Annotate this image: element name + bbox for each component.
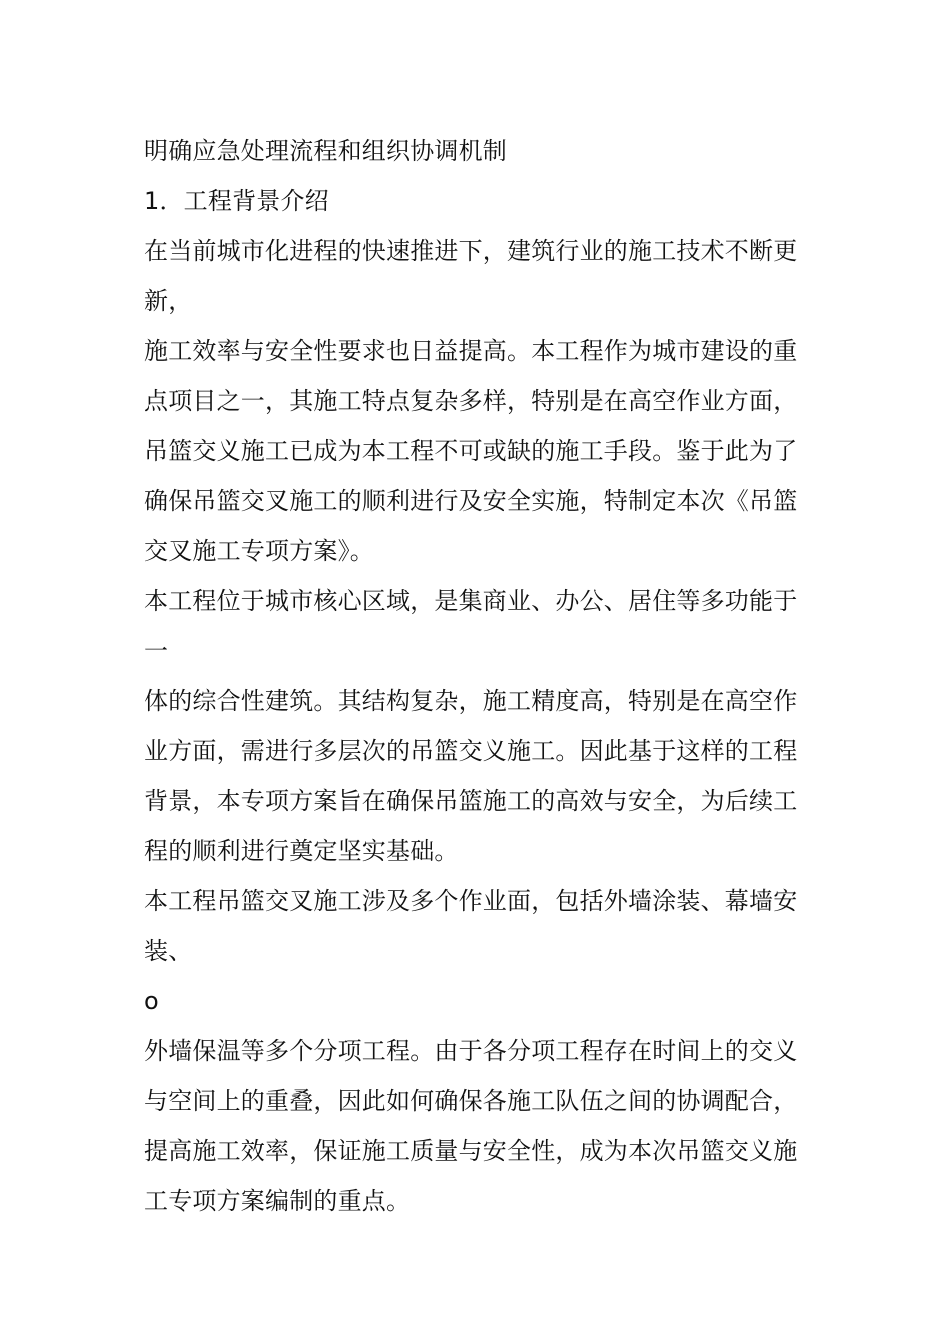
paragraph-line: 提高施工效率，保证施工质量与安全性，成为本次吊篮交义施 xyxy=(144,1137,798,1165)
paragraph-line: 外墙保温等多个分项工程。由于各分项工程存在时间上的交义 xyxy=(144,1037,798,1065)
paragraph-line: 一 xyxy=(144,637,169,665)
paragraph-line: 点项目之一，其施工特点复杂多样，特别是在高空作业方面， xyxy=(144,387,798,415)
paragraph-line: 与空间上的重叠，因此如何确保各施工队伍之间的协调配合， xyxy=(144,1087,798,1115)
paragraph-line: 确保吊篮交叉施工的顺利进行及安全实施，特制定本次《吊篮 xyxy=(144,487,798,515)
paragraph-line: 吊篮交义施工已成为本工程不可或缺的施工手段。鉴于此为了 xyxy=(144,437,798,465)
paragraph-line: 交叉施工专项方案》。 xyxy=(144,537,374,565)
paragraph-line: 工专项方案编制的重点。 xyxy=(144,1187,411,1215)
paragraph-line: 施工效率与安全性要求也日益提高。本工程作为城市建设的重 xyxy=(144,337,798,365)
paragraph-line: o xyxy=(144,987,159,1015)
document-page xyxy=(144,126,824,1226)
paragraph-line: 业方面，需进行多层次的吊篮交义施工。因此基于这样的工程 xyxy=(144,737,798,765)
paragraph-line: 背景，本专项方案旨在确保吊篮施工的高效与安全，为后续工 xyxy=(144,787,798,815)
paragraph-line: 本工程吊篮交叉施工涉及多个作业面，包括外墙涂装、幕墙安 xyxy=(144,887,798,915)
paragraph-line: 在当前城市化进程的快速推进下，建筑行业的施工技术不断更 xyxy=(144,237,798,265)
paragraph-line: 装、 xyxy=(144,937,193,965)
section-heading-background: 1．工程背景介绍 xyxy=(144,187,329,215)
paragraph-line: 体的综合性建筑。其结构复杂，施工精度高，特别是在高空作 xyxy=(144,687,798,715)
paragraph-line: 程的顺利进行奠定坚实基础。 xyxy=(144,837,459,865)
paragraph-line: 新， xyxy=(144,287,193,315)
paragraph-line: 本工程位于城市核心区域，是集商业、办公、居住等多功能于 xyxy=(144,587,798,615)
section-heading-emergency: 明确应急处理流程和组织协调机制 xyxy=(144,137,507,165)
